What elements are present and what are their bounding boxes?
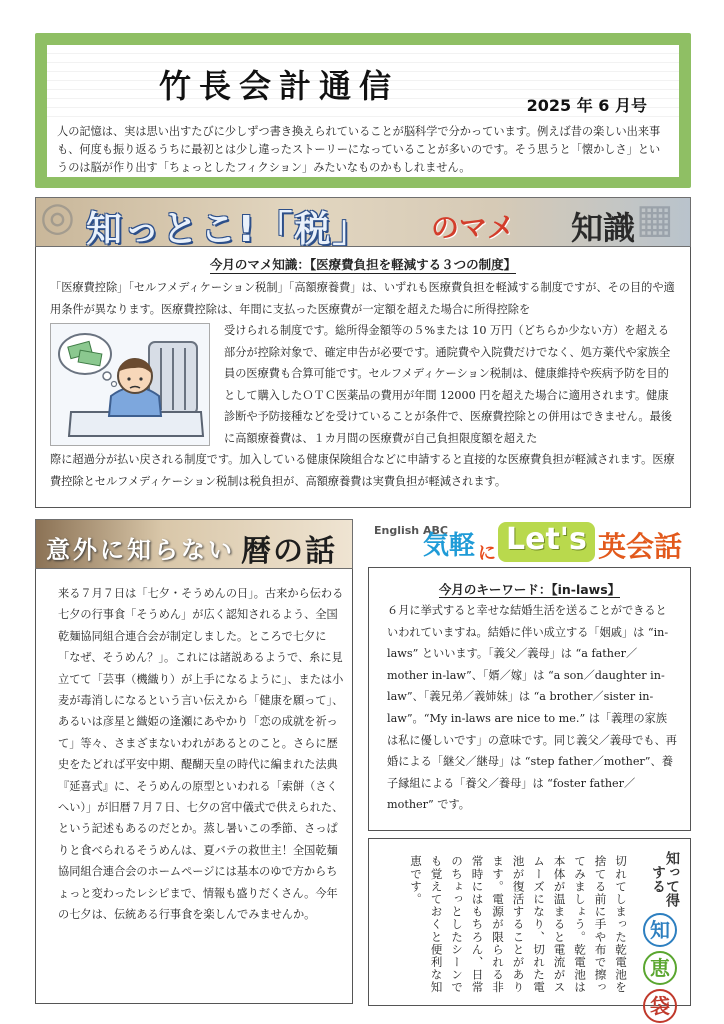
calendar-banner-title: 暦の話 bbox=[241, 534, 337, 569]
calendar-section-banner bbox=[35, 519, 353, 569]
english-banner-kigaru: 気軽 bbox=[423, 531, 476, 561]
tax-banner-knowledge: 知識 bbox=[571, 209, 636, 247]
english-banner-title: 英会話 bbox=[598, 530, 683, 563]
tax-paragraph-main: 受けられる制度です。総所得金額等の５%または 10 万円（どちらか少ない方）を超える部分が控除対象で、確定申告が必要です。通院費や入院費だけでなく、処方薬代や家族全員の医療費も合算可能です。セルフメディケーション税制は、健康維持や疾病予防を目的として購入したＯＴＣ医薬品の費用が年間 12000 円を超えた場合に適用されます。健康診断や予防接種などを受けていることが条件で、医療費控除との併用はできません。最後に高額療養費は、１カ月間の医療費が自己負担限度額を超えた bbox=[224, 324, 672, 445]
tips-text: 切れてしまった乾電池を捨てる前に手や布で擦ってみましょう。乾電池は本体が温まると電流がスムーズになり、切れた電池が復活することがあります。電源が限られる非常時にはもちろん、日常のちょっとしたシーンでも覚えておくと便利な知恵です。 bbox=[409, 855, 628, 994]
sick-person-illustration bbox=[50, 323, 210, 446]
tips-badge-char-2: 恵 bbox=[643, 951, 677, 985]
worried-patient-icon bbox=[51, 324, 209, 445]
calendar-banner-lead: 意外に知らない bbox=[46, 536, 235, 564]
tax-banner-title: 知っとこ!「税」 bbox=[86, 209, 371, 247]
english-heading: 今月のキーワード：【in-laws】 bbox=[438, 582, 621, 597]
tax-section-banner bbox=[35, 197, 691, 247]
intro-text: 人の記憶は、実は思い出すたびに少しずつ書き換えられていることが脳科学で分かっています。例えば昔の楽しい出来事も、何度も振り返るうちに最初とは少し違ったストーリーになっていることが多いのです。そう思うと「懐かしさ」というのは脳が作り出す「ちょっとしたフィクション」みたいなものかもしれません。 bbox=[47, 119, 679, 177]
abc-blocks-icon: English ABC bbox=[374, 524, 448, 537]
english-banner-ni: に bbox=[478, 543, 496, 564]
english-section-banner bbox=[368, 519, 691, 567]
calendar-text: 来る７月７日は「七夕・そうめんの日」。古来から伝わる七夕の行事食「そうめん」が広く認知されるよう、全国乾麺協同組合連合会が制定しました。ところで七夕に「なぜ、そうめん？」。これには諸説あるようで、糸に見立てて「芸事（機織り）が上手になるように」、または小麦が毒消しになるという言い伝えから「健康を願って」、あるいは彦星と織姫の逢瀬にあやかり「恋の成就を祈って」等々、さまざまないわれがあるとのこと。さらに歴史をたどれば平安中期、醍醐天皇の時代に編まれた法典『延喜式』に、そうめんの原型といわれる「索餅（さくへい）」が旧暦７月７日、七夕の宮中儀式で供えられた、という記述もあるのだとか。蒸し暑いこの季節、さっぱりと食べられるそうめんは、夏バテの救世主！全国乾麺協同組合連合会のホームページには基本のゆで方からちょっと変わったレシピまで、情報も盛りだくさん。今年の七夕は、伝統ある行事食を楽しんでみませんか。 bbox=[58, 587, 344, 922]
english-banner-lets: Let's bbox=[498, 522, 595, 562]
english-text: ６月に挙式すると幸せな結婚生活を送ることができるといわれていますね。結婚に伴い成立する「姻戚」は “in-laws” といいます。「義父／義母」は “a father／mother in-law”、「婿／嫁」は “a son／daughter in-law”、「義兄弟／義姉妹」は “a brother／sister in-law”。“My in-laws are nice to me.” は「義理の家族は私に優しいです」の意味です。同じ義父／義母でも、再婚による「継父／継母」は “step father／mother”、養子縁組による「養父／養母」は “foster father／mother” です。 bbox=[387, 604, 677, 812]
calculator-decoration-icon: ▦ bbox=[636, 197, 674, 242]
coin-decoration-icon: ◎ bbox=[40, 197, 75, 240]
english-section bbox=[368, 567, 691, 831]
tax-heading: 今月のマメ知識：【医療費負担を軽減する３つの制度】 bbox=[209, 257, 517, 272]
tax-section bbox=[35, 247, 691, 508]
tax-banner-subtitle: のマメ bbox=[431, 211, 516, 244]
tax-paragraph-conclusion: 際に超過分が払い戻される制度です。加入している健康保険組合などに申請すると直接的な医療費負担が軽減されます。医療費控除とセルフメディケーション税制は税負担が、高額療養費は実費負担が軽減されます。 bbox=[50, 453, 675, 488]
tips-badge bbox=[634, 845, 686, 1018]
tax-paragraph-intro: 「医療費控除」「セルフメディケーション税制」「高額療養費」は、いずれも医療費負担を軽減する制度ですが、その目的や適用条件が異なります。医療費控除は、年間に支払った医療費が一定額を超えた場合に所得控除を bbox=[50, 281, 675, 316]
newsletter-header bbox=[35, 33, 691, 188]
tips-badge-char-1: 知 bbox=[643, 913, 677, 947]
calendar-section bbox=[35, 569, 353, 1004]
tips-section bbox=[368, 838, 691, 1018]
issue-date: 2025 年 6 月号 bbox=[526, 96, 647, 115]
tips-badge-char-3: 袋 bbox=[643, 989, 677, 1023]
newsletter-title: 竹長会計通信 bbox=[159, 67, 400, 105]
tips-badge-label: 知って得する bbox=[650, 851, 680, 907]
